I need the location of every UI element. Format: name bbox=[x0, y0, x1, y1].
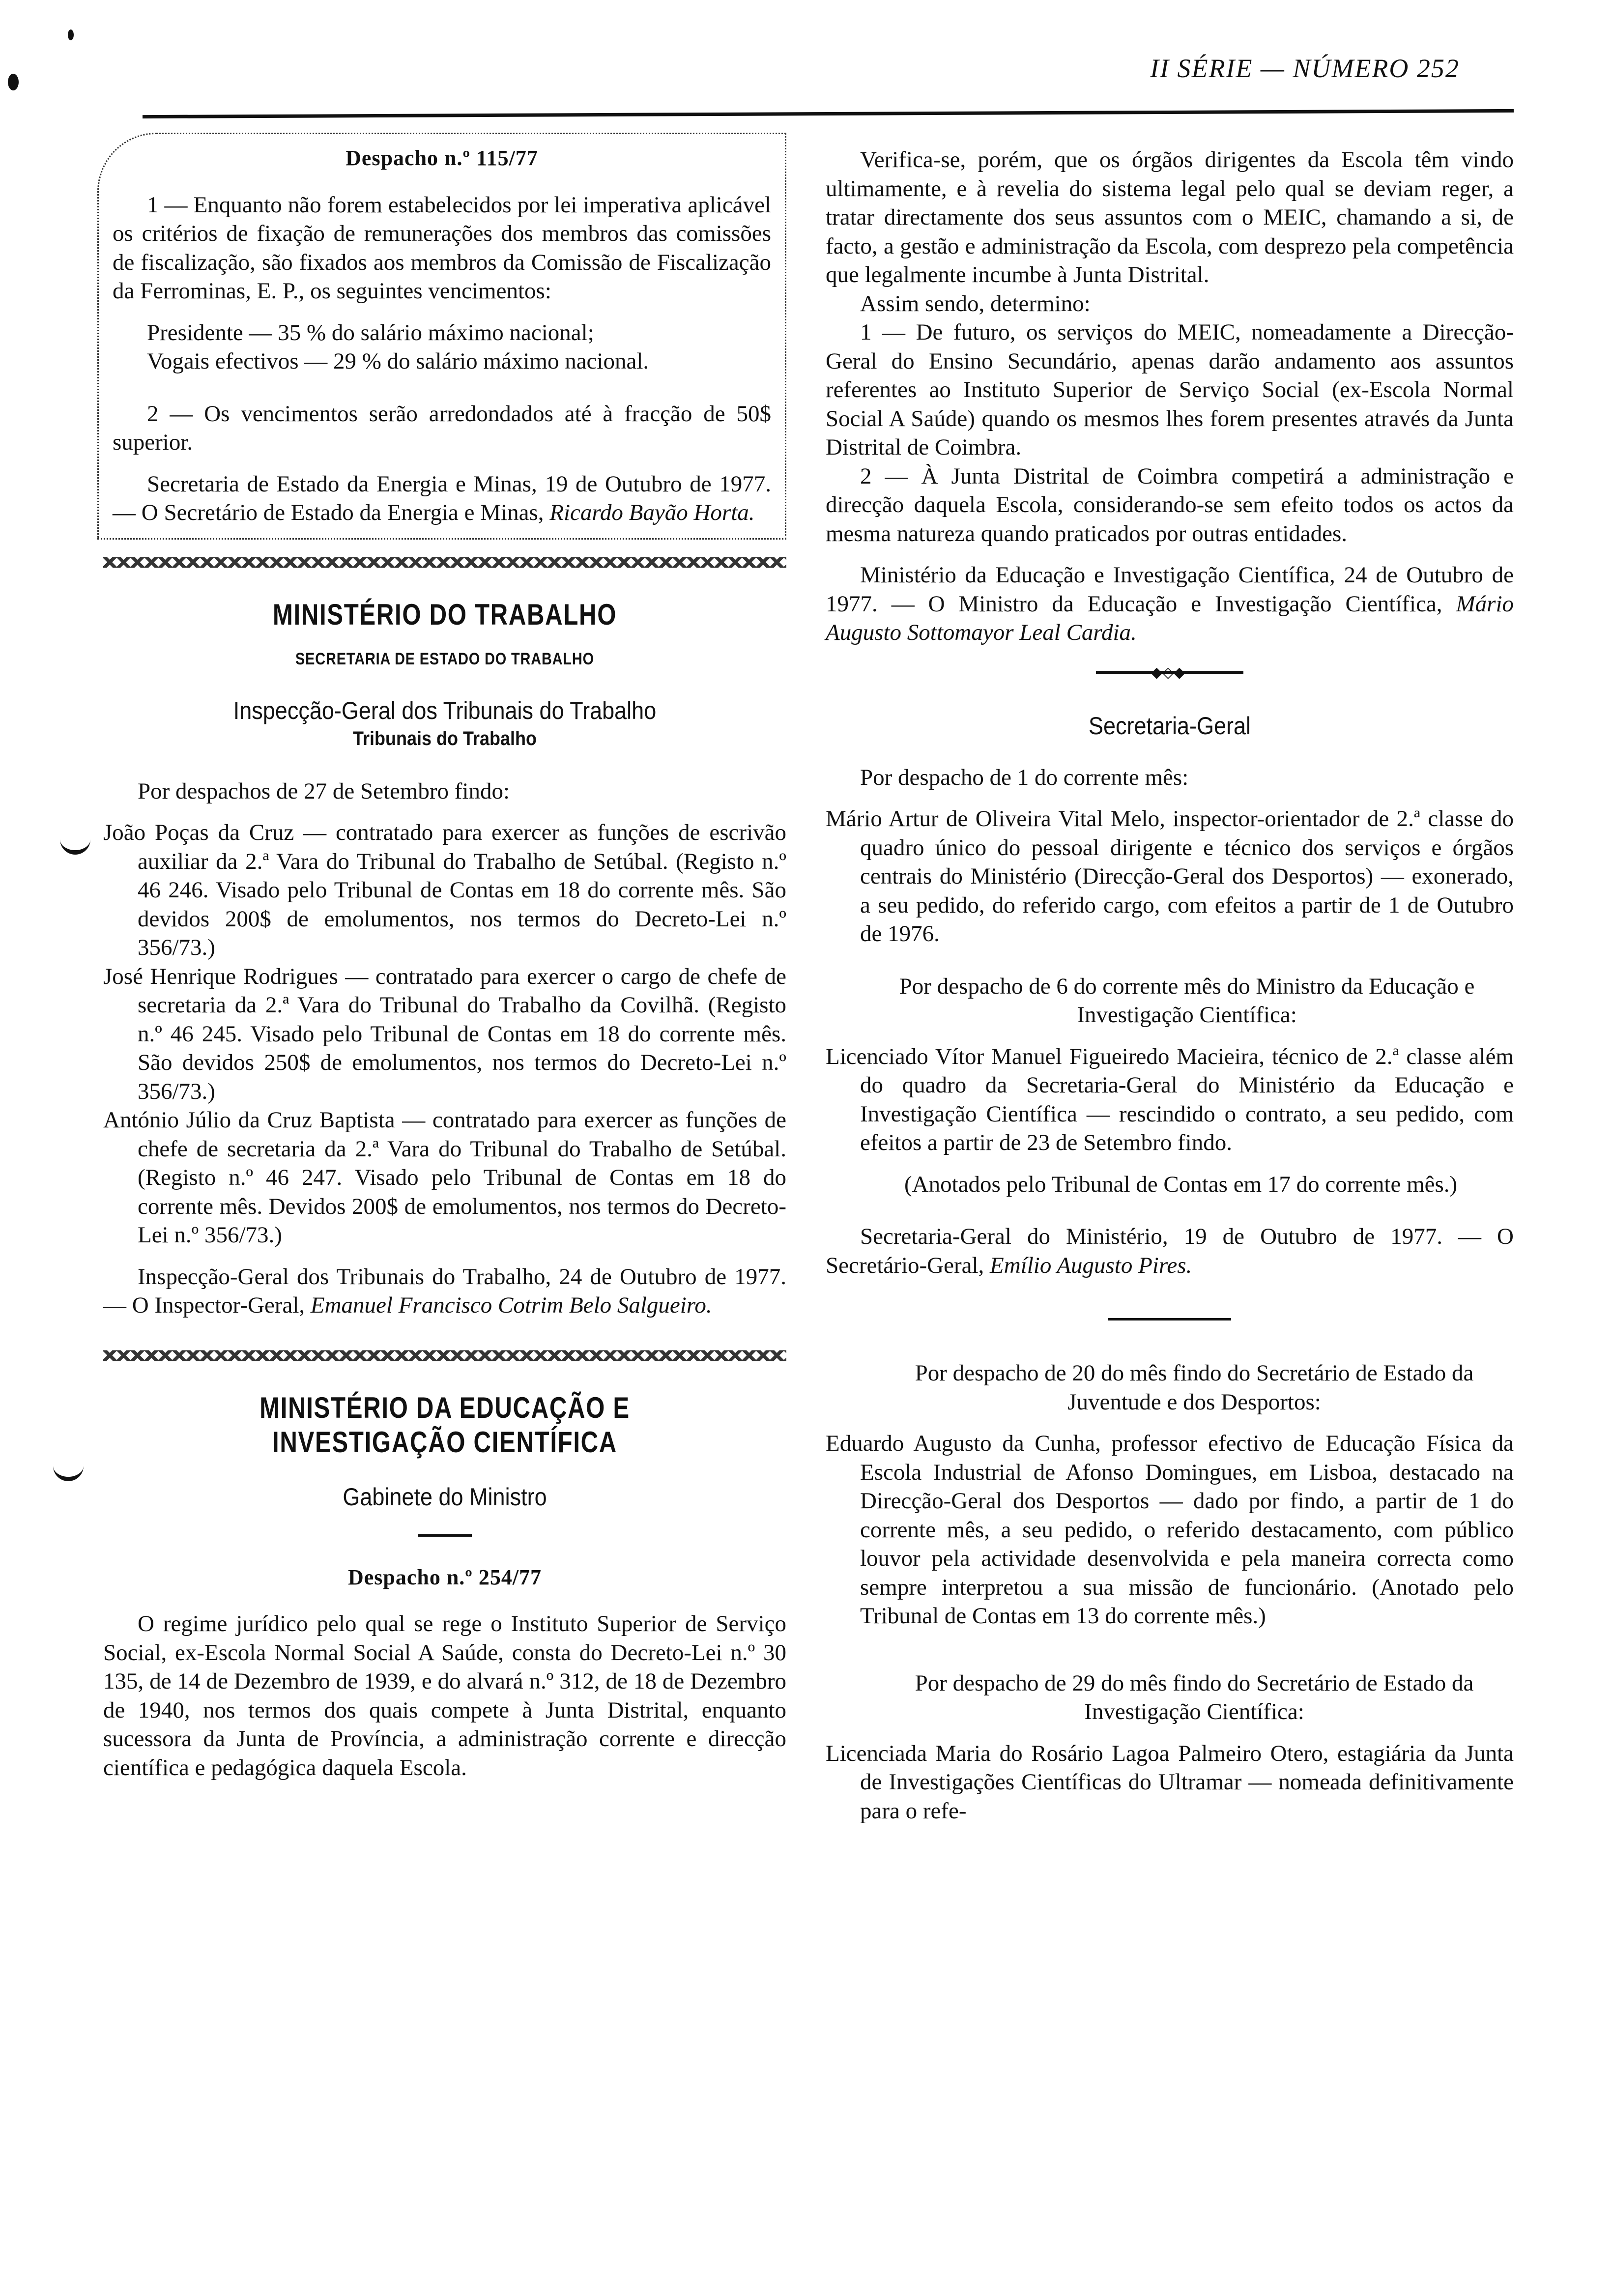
scan-blot bbox=[8, 74, 19, 90]
signatory: Mário Augusto Sottomayor Leal Cardia. bbox=[826, 591, 1514, 645]
margin-mark bbox=[53, 1462, 84, 1481]
intro-line: Por despacho de 1 do corrente mês: bbox=[860, 764, 1189, 790]
despacho-115-para2: 2 — Os vencimentos serão arredondados até à fracção de 50$ superior. bbox=[113, 401, 771, 455]
appointment-entry: José Henrique Rodrigues — contratado para exercer o cargo de chefe de secretaria da 2.ª Vara do Tribunal do Trabalho da Covilhã. (Registo n.º 46 245. Visado pelo Tribunal de Contas em 18 do corrente mês. São devidos 250$ de emolumentos, nos termos do Decreto-Lei n.º 356/73.) bbox=[103, 963, 786, 1104]
continuation-para: 2 — À Junta Distrital de Coimbra competirá a administração e direcção daquela Escola, considerando-se sem efeito todos os actos da mesma natureza quando praticados por outras entidades. bbox=[826, 463, 1514, 546]
running-head: II SÉRIE — NÚMERO 252 bbox=[1150, 54, 1460, 83]
despacho-254-title: Despacho n.º 254/77 bbox=[347, 1565, 542, 1589]
appointment-entry: Licenciado Vítor Manuel Figueiredo Macieira, técnico de 2.ª classe além do quadro da Secretaria-Geral do Ministério da Educação e Investigação Científica — rescindido o contrato, a seu pedido, com efeitos a partir de 23 de Setembro findo. bbox=[826, 1043, 1514, 1155]
despacho-115-para1: 1 — Enquanto não forem estabelecidos por lei imperativa aplicável os critérios de fixação de remunerações dos membros das comissões de fiscalização, são fixados aos membros da Comissão de Fiscalização da Ferrominas, E. P., os seguintes vencimentos: bbox=[113, 192, 771, 304]
section-heading: Secretaria-Geral bbox=[1088, 712, 1251, 740]
intro-line: Por despachos de 27 de Setembro findo: bbox=[138, 778, 510, 804]
secretaria-closing: Secretaria-Geral do Ministério, 19 de Outubro de 1977. — O Secretário-Geral, Emílio Augusto Pires. bbox=[826, 1224, 1514, 1278]
appointment-entry: António Júlio da Cruz Baptista — contratado para exercer as funções de chefe de secretaria da 2.ª Vara do Tribunal do Trabalho de Setúbal. (Registo n.º 46 247. Visado pelo Tribunal de Contas em 18 do corrente mês. Devidos 200$ de emolumentos, nos termos do Decreto-Lei n.º 356/73.) bbox=[103, 1107, 786, 1248]
section-heading: Inspecção-Geral dos Tribunais do Trabalho bbox=[233, 697, 657, 724]
signatory: Ricardo Bayão Horta. bbox=[549, 500, 755, 525]
appointment-entry: Licenciada Maria do Rosário Lagoa Palmeiro Otero, estagiária da Junta de Investigações Científicas do Ultramar — nomeada definitivamente para o refe- bbox=[826, 1740, 1514, 1824]
section-heading: Gabinete do Ministro bbox=[343, 1483, 547, 1511]
salary-item: Vogais efectivos — 29 % do salário máximo nacional. bbox=[147, 348, 649, 374]
scan-blot bbox=[68, 29, 74, 40]
continuation-para: Verifica-se, porém, que os órgãos dirigentes da Escola têm vindo ultimamente, e à revelia do sistema legal pelo qual se deviam reger, a tratar directamente dos seus assuntos com o MEIC, chamando a si, de facto, a gestão e administração da Escola, com desprezo pela competência que legalmente incumbe à Junta Distrital. bbox=[826, 147, 1514, 287]
appointment-entry: Eduardo Augusto da Cunha, professor efectivo de Educação Física da Escola Industrial de Afonso Domingues, em Lisboa, destacado na Direcção-Geral dos Desportos — dado por findo, a partir de 1 do corrente mês, a seu pedido, o referido destacamento, com público louvor pela actividade desenvolvida e pela maneira correcta como sempre interpretou a sua missão de funcionário. (Anotado pelo Tribunal de Contas em 13 do corrente mês.) bbox=[826, 1431, 1514, 1629]
margin-mark bbox=[60, 835, 90, 855]
intro-line: Por despacho de 29 do mês findo do Secretário de Estado da Investigação Científica: bbox=[915, 1670, 1474, 1724]
header-rule bbox=[143, 109, 1514, 118]
right-column bbox=[826, 133, 1514, 1825]
appointment-entry: Mário Artur de Oliveira Vital Melo, inspector-orientador de 2.ª classe do quadro único do pessoal dirigente e técnico dos serviços e órgãos centrais do Ministério (Direcção-Geral dos Desportos) — exonerado, a seu pedido, do referido cargo, com efeitos a partir de 1 de Outubro de 1976. bbox=[826, 806, 1514, 947]
intro-line: Por despacho de 6 do corrente mês do Ministro da Educação e Investigação Científica: bbox=[899, 973, 1475, 1028]
despacho-115-box bbox=[97, 133, 786, 540]
ornament-divider bbox=[103, 1346, 786, 1365]
salary-item: Presidente — 35 % do salário máximo nacional; bbox=[147, 319, 594, 345]
trabalho-closing: Inspecção-Geral dos Tribunais do Trabalho, 24 de Outubro de 1977. — O Inspector-Geral, Emanuel Francisco Cotrim Belo Salgueiro. bbox=[103, 1263, 786, 1318]
ornamental-rule bbox=[1096, 671, 1243, 674]
salary-list bbox=[113, 318, 771, 376]
section-subheading: Tribunais do Trabalho bbox=[352, 728, 537, 749]
ministry-heading: MINISTÉRIO DO TRABALHO bbox=[272, 598, 617, 631]
secretaria-heading: SECRETARIA DE ESTADO DO TRABALHO bbox=[295, 649, 594, 668]
tribunal-note: (Anotados pelo Tribunal de Contas em 17 do corrente mês.) bbox=[904, 1171, 1458, 1197]
ornament-divider bbox=[103, 552, 786, 572]
continuation-para: Assim sendo, determino: bbox=[860, 290, 1091, 316]
intro-line: Por despacho de 20 do mês findo do Secretário de Estado da Juventude e dos Desportos: bbox=[915, 1360, 1474, 1415]
educacao-closing: Ministério da Educação e Investigação Científica, 24 de Outubro de 1977. — O Ministro da Educação e Investigação Científica, Mário Augusto Sottomayor Leal Cardia. bbox=[826, 562, 1514, 645]
signatory: Emanuel Francisco Cotrim Belo Salgueiro. bbox=[310, 1292, 712, 1318]
appointment-entry: João Poças da Cruz — contratado para exercer as funções de escrivão auxiliar da 2.ª Vara do Tribunal do Trabalho de Setúbal. (Registo n.º 46 246. Visado pelo Tribunal de Contas em 18 do corrente mês. São devidos 200$ de emolumentos, nos termos do Decreto-Lei n.º 356/73.) bbox=[103, 820, 786, 960]
continuation-para: 1 — De futuro, os serviços do MEIC, nomeadamente a Direcção-Geral do Ensino Secundário, apenas darão andamento aos assuntos referentes ao Instituto Superior de Serviço Social (ex-Escola Normal Social A Saúde) quando os mesmos lhes forem presentes através da Junta Distrital de Coimbra. bbox=[826, 319, 1514, 460]
despacho-115-closing: Secretaria de Estado da Energia e Minas, 19 de Outubro de 1977. — O Secretário de Estado da Energia e Minas, Ricardo Bayão Horta. bbox=[113, 471, 771, 525]
despacho-254-para1: O regime jurídico pelo qual se rege o Instituto Superior de Serviço Social, ex-Escola Normal Social A Saúde, consta do Decreto-Lei n.º 30 135, de 14 de Dezembro de 1939, e do alvará n.º 312, de 18 de Dezembro de 1940, nos termos dos quais compete à Junta Distrital, enquanto sucessora da Junta de Província, a administração corrente e direcção científica e pedagógica daquela Escola. bbox=[103, 1611, 786, 1780]
ministry-heading: MINISTÉRIO DA EDUCAÇÃO E INVESTIGAÇÃO CIENTÍFICA bbox=[259, 1391, 630, 1459]
left-column bbox=[103, 133, 786, 1782]
despacho-115-title: Despacho n.º 115/77 bbox=[345, 146, 538, 170]
signatory: Emílio Augusto Pires. bbox=[990, 1252, 1192, 1278]
